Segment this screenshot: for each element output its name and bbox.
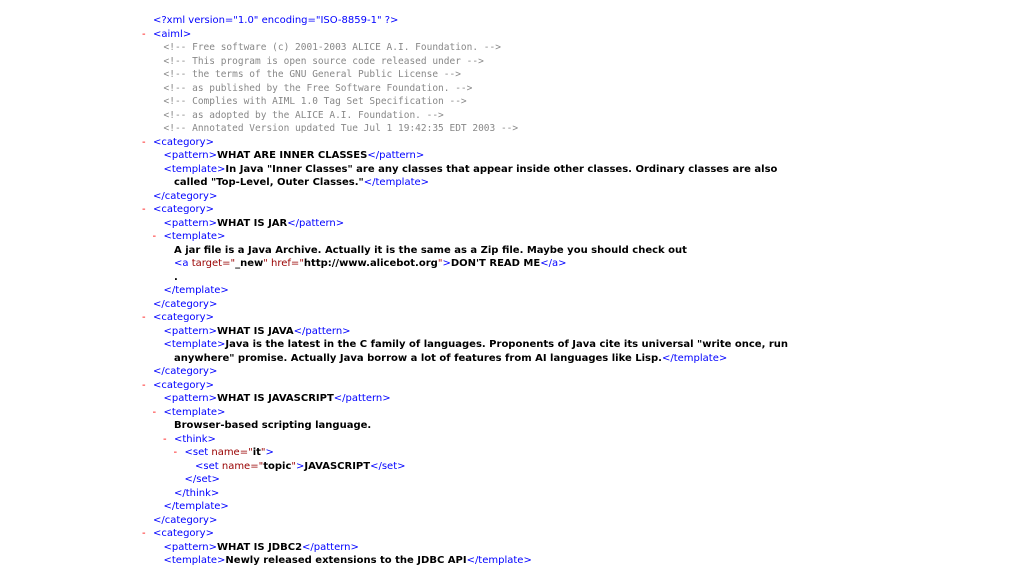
xml-tag-bracket: > bbox=[295, 460, 305, 472]
xml-tag-bracket: > bbox=[205, 136, 214, 148]
xml-close-tag: </template> bbox=[163, 285, 229, 296]
xml-open-tag: <template> bbox=[163, 163, 226, 175]
xml-quote: " bbox=[263, 258, 268, 269]
xml-tag-bracket: > bbox=[182, 28, 192, 40]
xml-text-content: WHAT ARE INNER CLASSES bbox=[217, 150, 368, 161]
xml-line bbox=[164, 392, 391, 406]
xml-text-content: WHAT IS JAVASCRIPT bbox=[217, 393, 334, 404]
xml-tag-bracket: > bbox=[208, 325, 218, 337]
xml-quote: " bbox=[437, 258, 443, 269]
xml-close-tag: </category> bbox=[153, 514, 218, 526]
xml-open-tag: <category bbox=[153, 528, 206, 539]
xml-tag-bracket: > bbox=[207, 433, 216, 445]
xml-line bbox=[153, 365, 217, 379]
xml-line bbox=[142, 527, 214, 541]
xml-line bbox=[164, 338, 789, 365]
xml-line bbox=[174, 271, 178, 285]
xml-line bbox=[174, 446, 274, 460]
xml-quote: " bbox=[248, 447, 253, 458]
xml-line bbox=[164, 217, 345, 231]
xml-tag-bracket: > bbox=[208, 217, 218, 229]
xml-open-tag: <category bbox=[153, 379, 206, 391]
xml-close-tag: </pattern> bbox=[333, 393, 391, 404]
xml-close-tag: </pattern> bbox=[367, 150, 425, 161]
xml-comment: <!-- Annotated Version updated Tue Jul 1 19:42:35 EDT 2003 --> bbox=[163, 123, 519, 134]
xml-line bbox=[153, 190, 217, 204]
xml-line bbox=[174, 244, 687, 258]
xml-close-tag: </a> bbox=[540, 258, 567, 269]
xml-text-content: DON'T READ ME bbox=[450, 258, 541, 269]
xml-text-content: WHAT IS JDBC2 bbox=[217, 541, 303, 553]
xml-close-tag: </pattern> bbox=[287, 217, 345, 229]
xml-comment: <!-- Free software (c) 2001-2003 ALICE A.I. Foundation. --> bbox=[163, 42, 501, 53]
xml-open-tag: <aiml bbox=[153, 28, 183, 40]
xml-text-content: WHAT IS JAVA bbox=[217, 325, 294, 337]
collapse-toggle-icon[interactable]: - bbox=[152, 231, 157, 242]
xml-text-content: Browser-based scripting language. bbox=[174, 420, 372, 431]
collapse-toggle-icon[interactable]: - bbox=[142, 204, 146, 215]
xml-line bbox=[142, 28, 191, 42]
xml-line bbox=[164, 163, 778, 190]
xml-line bbox=[142, 379, 214, 393]
xml-line bbox=[153, 406, 226, 420]
xml-close-tag: </template> bbox=[163, 501, 229, 512]
xml-quote: " bbox=[230, 258, 236, 269]
xml-tag-bracket: > bbox=[205, 312, 214, 323]
xml-line bbox=[142, 203, 214, 217]
collapse-toggle-icon[interactable]: - bbox=[142, 528, 146, 539]
xml-line bbox=[164, 325, 351, 339]
xml-close-tag: </category> bbox=[153, 298, 218, 310]
xml-text-content: Java is the latest in the C family of languages. Proponents of Java cite its universal "write once, run bbox=[225, 339, 789, 350]
xml-open-tag: <set bbox=[184, 447, 209, 458]
xml-declaration: <?xml version="1.0" encoding="ISO-8859-1" ?> bbox=[153, 15, 399, 26]
xml-comment: <!-- the terms of the GNU General Public License --> bbox=[163, 69, 461, 80]
xml-tag-bracket: > bbox=[265, 447, 274, 458]
xml-tag-bracket: > bbox=[205, 528, 214, 539]
xml-tag-bracket: > bbox=[208, 541, 218, 553]
xml-line bbox=[153, 14, 398, 28]
xml-line bbox=[153, 298, 217, 312]
xml-close-tag: </template> bbox=[661, 352, 728, 364]
xml-text-content: . bbox=[174, 271, 178, 283]
xml-text-content: WHAT IS JAR bbox=[217, 217, 288, 229]
xml-quote: " bbox=[299, 258, 304, 269]
xml-line bbox=[164, 68, 461, 82]
xml-text-content: In Java "Inner Classes" are any classes that appear inside other classes. Ordinary classes are also bbox=[225, 163, 778, 175]
collapse-toggle-icon[interactable]: - bbox=[152, 406, 157, 418]
xml-attribute-name: name= bbox=[208, 447, 249, 458]
xml-quote: " bbox=[291, 460, 296, 472]
xml-close-tag: </think> bbox=[174, 487, 220, 499]
xml-line bbox=[195, 460, 406, 474]
collapse-toggle-icon[interactable]: - bbox=[142, 312, 146, 323]
xml-text-content: Newly released extensions to the JDBC API bbox=[225, 555, 467, 566]
xml-open-tag: <pattern bbox=[163, 217, 209, 229]
xml-tag-bracket: > bbox=[217, 406, 226, 418]
xml-close-tag: </set> bbox=[184, 474, 220, 485]
xml-text-content: A jar file is a Java Archive. Actually it is the same as a Zip file. Maybe you should check out bbox=[174, 244, 687, 256]
xml-line bbox=[142, 311, 214, 325]
xml-tag-bracket: > bbox=[442, 258, 451, 269]
xml-open-tag: <template bbox=[163, 555, 218, 566]
collapse-toggle-icon[interactable]: - bbox=[142, 379, 146, 391]
xml-tag-bracket: > bbox=[208, 393, 218, 404]
collapse-toggle-icon[interactable]: - bbox=[173, 447, 178, 458]
xml-close-tag: </category> bbox=[153, 190, 218, 202]
xml-tag-bracket: > bbox=[217, 555, 226, 566]
xml-line bbox=[164, 122, 519, 136]
xml-attribute-name: href= bbox=[267, 258, 300, 269]
xml-line bbox=[164, 149, 425, 163]
xml-open-tag: <category bbox=[153, 204, 206, 215]
xml-line bbox=[164, 55, 484, 69]
xml-open-tag: <template bbox=[163, 231, 218, 242]
xml-line bbox=[164, 95, 467, 109]
xml-quote: " bbox=[260, 447, 266, 458]
xml-open-tag: <template bbox=[163, 406, 218, 418]
xml-open-tag: <category bbox=[153, 312, 206, 323]
xml-attribute-name: name= bbox=[218, 460, 259, 472]
xml-open-tag: <category bbox=[153, 136, 206, 148]
xml-line bbox=[164, 82, 473, 96]
xml-attribute-value: http://www.alicebot.org bbox=[303, 258, 438, 269]
xml-open-tag: <think bbox=[174, 433, 208, 445]
xml-open-tag: <template> bbox=[163, 339, 226, 350]
xml-open-tag: <pattern bbox=[163, 541, 209, 553]
xml-line bbox=[164, 41, 501, 55]
xml-open-tag: <set bbox=[195, 460, 219, 472]
xml-line bbox=[174, 487, 219, 501]
xml-tag-bracket: > bbox=[208, 150, 218, 161]
xml-line bbox=[153, 230, 226, 244]
xml-attribute-value: it bbox=[252, 447, 261, 458]
xml-line bbox=[174, 257, 566, 271]
xml-line bbox=[185, 473, 220, 487]
xml-open-tag: <pattern bbox=[163, 393, 209, 404]
xml-close-tag: </pattern> bbox=[302, 541, 359, 553]
xml-line bbox=[164, 284, 229, 298]
xml-close-tag: </category> bbox=[153, 366, 218, 377]
xml-line-continuation bbox=[164, 176, 778, 190]
xml-line bbox=[153, 514, 217, 528]
xml-tag-bracket: > bbox=[205, 204, 214, 215]
xml-tag-bracket: > bbox=[217, 231, 226, 242]
xml-line-continuation bbox=[164, 352, 789, 366]
xml-line-first bbox=[164, 164, 778, 175]
xml-open-tag: <a bbox=[174, 258, 189, 269]
xml-attribute-name: target= bbox=[188, 258, 231, 269]
xml-line bbox=[164, 109, 444, 123]
xml-attribute-value: topic bbox=[263, 460, 292, 472]
xml-text-content: JAVASCRIPT bbox=[304, 460, 371, 472]
xml-text-content: anywhere" promise. Actually Java borrow a lot of features from AI languages like Lisp. bbox=[174, 352, 662, 364]
xml-comment: <!-- as published by the Free Software Foundation. --> bbox=[163, 82, 473, 94]
xml-attribute-value: _new bbox=[235, 258, 264, 269]
xml-comment: <!-- Complies with AIML 1.0 Tag Set Specification --> bbox=[163, 96, 467, 107]
collapse-toggle-icon[interactable]: - bbox=[163, 433, 167, 445]
xml-comment: <!-- as adopted by the ALICE A.I. Foundation. --> bbox=[163, 109, 444, 121]
xml-close-tag: </pattern> bbox=[293, 325, 351, 337]
xml-close-tag: </template> bbox=[363, 177, 430, 188]
xml-open-tag: <pattern bbox=[163, 325, 209, 337]
xml-quote: " bbox=[258, 460, 264, 472]
xml-close-tag: </template> bbox=[466, 555, 532, 566]
xml-line bbox=[163, 433, 216, 447]
xml-close-tag: </set> bbox=[370, 460, 406, 472]
xml-line bbox=[164, 500, 229, 514]
xml-line bbox=[142, 136, 214, 150]
xml-text-content: called "Top-Level, Outer Classes." bbox=[174, 177, 364, 188]
xml-comment: <!-- This program is open source code released under --> bbox=[163, 55, 484, 67]
xml-line bbox=[164, 541, 359, 555]
xml-line bbox=[164, 554, 532, 568]
xml-line bbox=[174, 419, 371, 433]
collapse-toggle-icon[interactable]: - bbox=[142, 28, 146, 40]
xml-line-first bbox=[164, 339, 789, 350]
collapse-toggle-icon[interactable]: - bbox=[142, 136, 146, 148]
xml-tag-bracket: > bbox=[205, 379, 214, 391]
xml-open-tag: <pattern bbox=[163, 150, 209, 161]
